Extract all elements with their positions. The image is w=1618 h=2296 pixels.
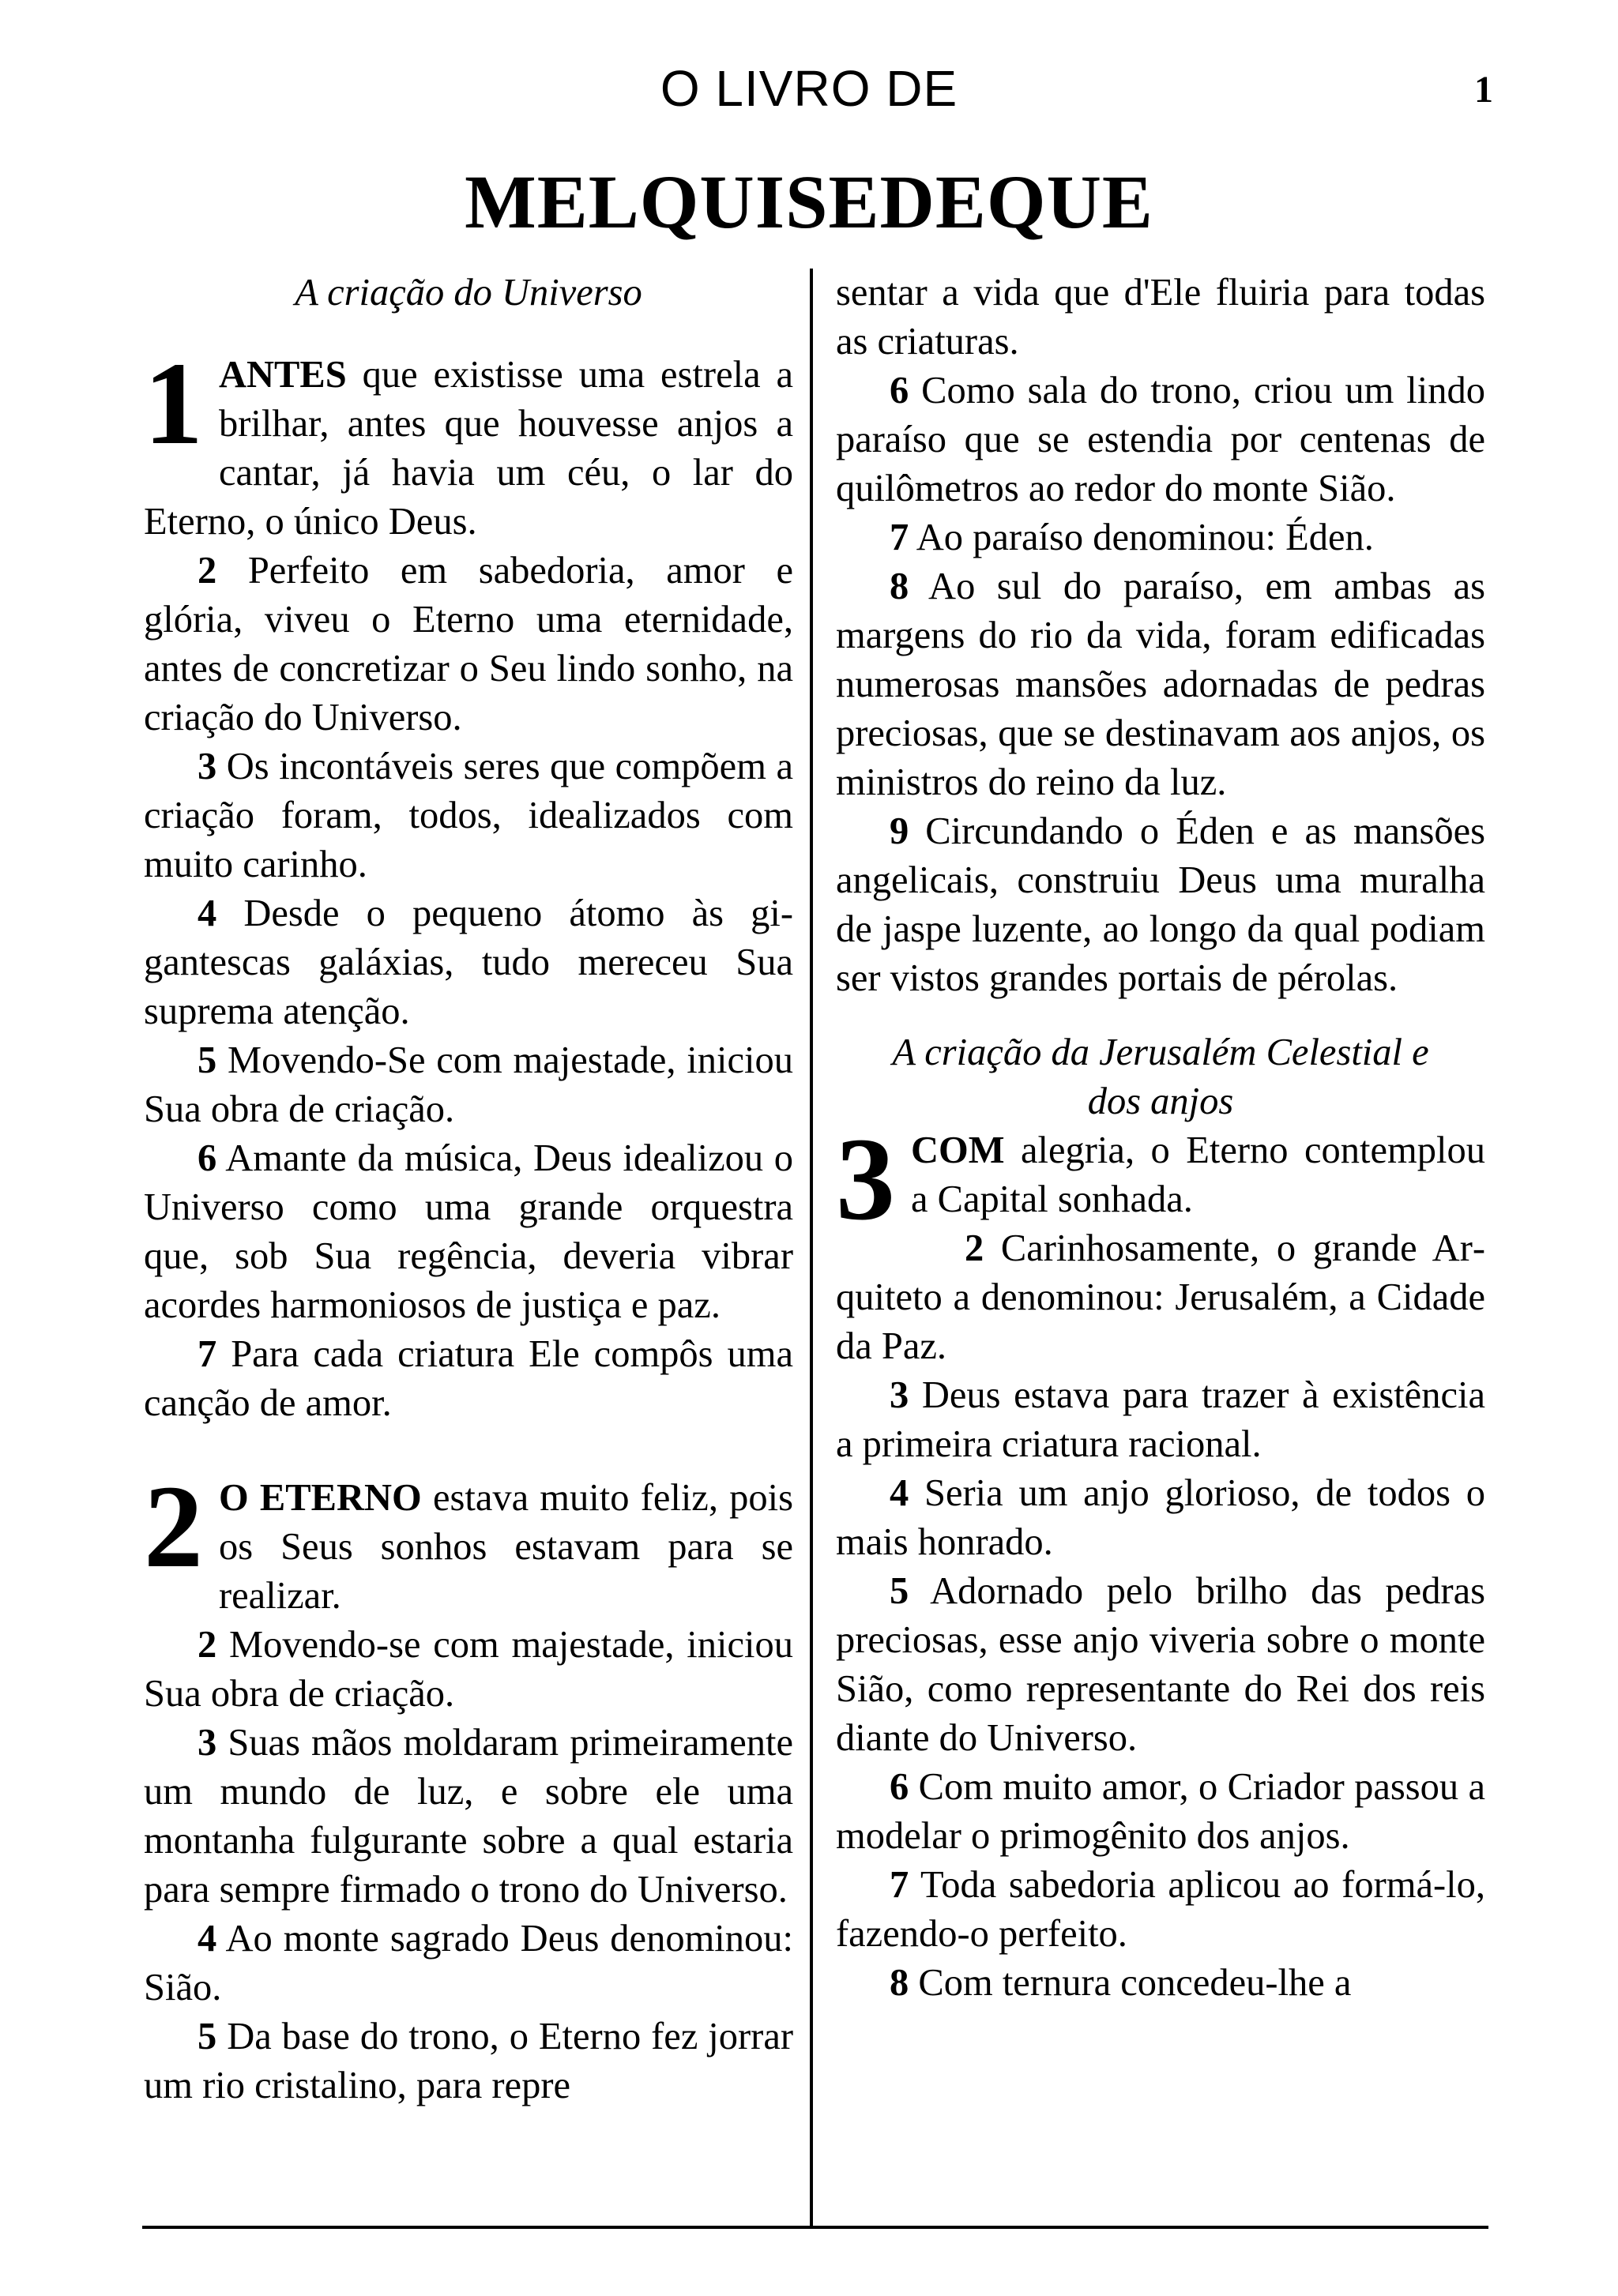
verse-number: 5 [198,1039,217,1081]
verse-text: Amante da música, Deus idealizou o Universo como uma grande orquestra que, sob Sua regência, deveria vibrar acordes harmoniosos de justiça e paz. [144,1137,793,1326]
verse-text: Como sala do trono, criou um lindo paraíso que se estendia por centenas de quilômetros ao redor do monte Sião. [836,370,1485,509]
verse [144,742,793,889]
chapter-number: 3 [836,1114,895,1245]
verse-number: 8 [890,1962,909,2004]
verse-continuation: sentar a vida que d'Ele fluiria para todas as criaturas. [836,272,1485,363]
chapter-lead-word: COM [911,1129,1005,1171]
verse-number: 9 [890,810,909,852]
chapter-2-opening [144,1461,793,1621]
verse [144,1330,793,1428]
section-title: A criação do Universo [295,272,642,314]
verse-text: Da base do trono, o Eterno fez jorrar um rio cristalino, para repre [144,2016,793,2106]
chapter-lead-word: ANTES [219,354,347,396]
book-label: O LIVRO DE [660,60,958,117]
verse [836,1959,1485,2008]
verse-number: 2 [198,550,217,592]
verse-text: Perfeito em sabedoria, amor e glória, viveu o Eterno uma eternidade, antes de concretizar o Seu lindo sonho, na criação do Universo. [144,550,793,738]
verse-text: Circundando o Éden e as mansões angelicais, construiu Deus uma muralha de jaspe luzente, ao longo da qual podiam ser vistos grandes portais de pérolas. [836,810,1485,999]
verse-number: 4 [198,892,217,934]
verse-text: Toda sabedoria aplicou ao formá-lo, fazendo-o perfeito. [836,1864,1485,1955]
verse [836,1567,1485,1763]
verse-number: 7 [198,1333,217,1375]
verse-text: Movendo-Se com majestade, iniciou Sua obra de criação. [144,1039,793,1130]
verse-text: Com muito amor, o Criador passou a modelar o primogênito dos anjos. [836,1766,1485,1857]
chapter-number: 2 [144,1461,203,1592]
verse-number: 2 [965,1227,984,1269]
verse [836,807,1485,1003]
chapter-1-opening [144,338,793,547]
verse [144,889,793,1036]
verse [836,366,1485,513]
verse [144,1036,793,1134]
verse [144,547,793,742]
verse-number: 7 [890,1864,909,1906]
verse-number: 5 [890,1570,909,1612]
section-title-line-2: dos anjos [1087,1080,1234,1122]
verse [836,1371,1485,1469]
verse-text: Ao paraíso denominou: Éden. [909,517,1374,558]
footer-rule [142,2226,1488,2229]
verse-number: 6 [890,1766,909,1808]
verse-text: Com ternura concedeu-lhe a [909,1962,1352,2004]
chapter-number: 1 [144,338,203,469]
verse [836,1763,1485,1861]
verse-number: 6 [198,1137,217,1179]
verse-number: 6 [890,370,909,411]
verse [836,562,1485,807]
verse [836,1861,1485,1959]
chapter-lead-word: O ETERNO [219,1477,422,1519]
verse-number: 4 [890,1472,909,1514]
verse-number: 3 [198,746,217,787]
verse-number: 5 [198,2016,217,2057]
verse [836,1224,1485,1371]
verse-number: 2 [198,1624,217,1666]
verse-text: Desde o pequeno átomo às gigantescas galáxias, tudo mereceu Sua suprema atenção. [144,892,793,1032]
verse [836,1469,1485,1567]
verse-text: Os incontáveis seres que compõem a criação foram, todos, idealizados com muito carinho. [144,746,793,885]
verse-text: alegria, o Eterno contemplou a Capital sonhada. [911,1129,1485,1220]
right-column [836,269,1485,2008]
verse-text: Ao monte sagrado Deus denominou: Sião. [144,1918,793,2009]
left-column [144,269,793,2110]
section-title: A criação da Jerusalém Celestial e [892,1032,1429,1073]
verse-text: Seria um anjo glorioso, de todos o mais honrado. [836,1472,1485,1563]
verse [144,1719,793,1915]
verse [144,1915,793,2012]
verse [144,2012,793,2110]
verse-number: 3 [198,1722,217,1764]
verse-number: 4 [198,1918,217,1960]
verse-text: Suas mãos moldaram primeiramente um mundo de luz, e sobre ele uma montanha fulgurante sobre a qual estaria para sempre firmado o trono do Universo. [144,1722,793,1911]
column-divider [810,269,813,2226]
page-number: 1 [1474,69,1493,111]
verse-number: 8 [890,566,909,607]
verse-text: Movendo-se com majestade, iniciou Sua obra de criação. [144,1624,793,1715]
verse [836,513,1485,562]
verse-number: 7 [890,517,909,558]
page-title: MELQUISEDEQUE [465,160,1153,244]
verse-text: estava muito feliz, pois os Seus sonhos estavam para se realizar. [219,1477,793,1617]
verse [144,1621,793,1719]
verse-number: 3 [890,1374,909,1416]
verse [144,1134,793,1330]
verse-text: Adornado pelo brilho das pedras preciosas, esse anjo viveria sobre o monte Sião, como representante do Rei dos reis diante do Universo. [836,1570,1485,1759]
verse-text: Carinhosamente, o grande Arquiteto a denominou: Jerusalém, a Cidade da Paz. [836,1227,1485,1367]
verse-text: Deus estava para trazer à existência a primeira criatura racional. [836,1374,1485,1465]
verse-text: que existisse uma estrela a brilhar, antes que houvesse anjos a cantar, já havia um céu, o lar do Eterno, o único Deus. [144,354,793,543]
chapter-3-opening [836,1114,1485,1245]
verse-text: Para cada criatura Ele compôs uma canção de amor. [144,1333,793,1424]
verse-text: Ao sul do paraíso, em ambas as margens do rio da vida, foram edificadas numerosas mansões adornadas de pedras preciosas, que se destinavam aos anjos, os ministros do reino da luz. [836,566,1485,803]
